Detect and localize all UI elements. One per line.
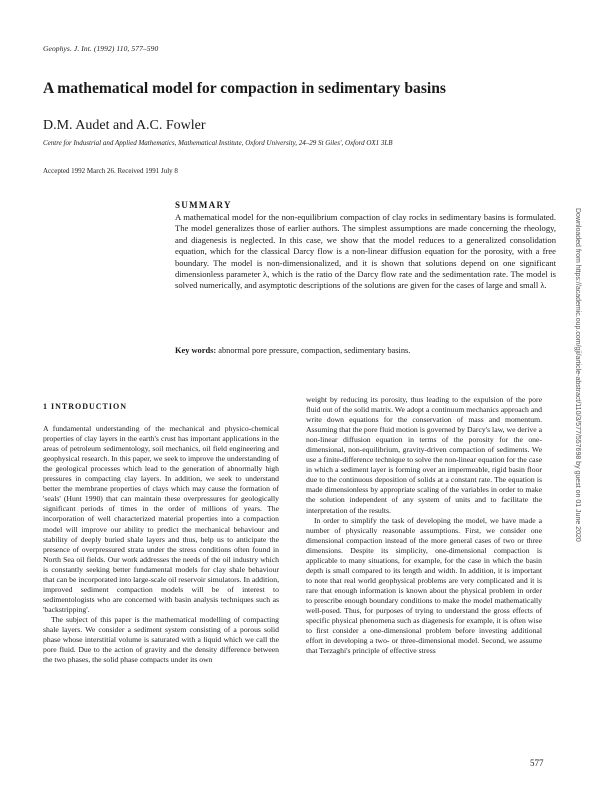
paper-title: A mathematical model for compaction in sedimentary basins [43, 80, 446, 97]
page-number: 577 [530, 758, 544, 768]
keywords [175, 345, 556, 356]
keywords-label: Key words: [175, 346, 217, 355]
intro-paragraph-1: A fundamental understanding of the mechanical and physico-chemical properties of clay layers in the earth's crust has important applications in the areas of petroleum sedimentology, soil mechanics, oil field engineering and geophysical research. In this paper, we seek to improve the understanding of the geological processes which lead to the generation of abnormally high pressures in compacting clay layers. In addition, we seek to understand better the membrane properties of clays which may cause the formation of 'seals' (Hunt 1990) that can maintain these overpressures for geologically significant periods of times in the order of millions of years. The incorporation of well characterized material properties into a compaction model will improve our ability to predict the mechanical behaviour and stability of deeply buried shale layers and thus, help us to anticipate the presence of overpressured strata under the stress conditions often found in North Sea oil fields. Our work addresses the needs of the oil industry which is constantly seeking better fundamental models for clay shale behaviour that can be incorporated into large-scale oil reservoir simulators. In addition, improved sediment compaction models will be of interest to sedimentologists who are concerned with basin analysis techniques such as 'backstripping'. [43, 424, 279, 614]
right-column [306, 395, 542, 656]
summary-heading: SUMMARY [175, 200, 232, 210]
authors: D.M. Audet and A.C. Fowler [43, 118, 206, 133]
intro-paragraph-3: In order to simplify the task of developing the model, we have made a number of physically reasonable assumptions. First, we consider one dimensional compaction instead of the more general cases of two or three dimensions. Despite its simplicity, one-dimensional compaction is applicable to many situations, for example, for the case in which the basin depth is small compared to its length and width. In addition, it is important to note that real world geophysical problems are very complicated and it is rare that enough information is known about the physical problem in order to prescribe enough boundary conditions to make the model mathematically well-posed. Thus, for purposes of trying to understand the gross effects of specific physical phenomena such as diagenesis for example, it is often wise to first consider a one-dimensional problem before investing additional effort in developing a two- or three-dimensional model. Second, we assume that Terzaghi's principle of effective stress [306, 515, 542, 656]
received-accepted-dates: Accepted 1992 March 26. Received 1991 July 8 [43, 167, 178, 175]
summary-abstract: A mathematical model for the non-equilibrium compaction of clay rocks in sedimentary basins is formulated. The model generalizes those of earlier authors. The simplest assumptions are made concerning the rheology, and diagenesis is neglected. In this case, we show that the model reduces to a generalized consolidation equation, which for the classical Darcy flow is a non-linear diffusion equation for the porosity, with a free boundary. The model is non-dimensionalized, and it is shown that solutions depend on one significant dimensionless parameter λ, which is the ratio of the Darcy flow rate and the sedimentation rate. The model is solved numerically, and asymptotic descriptions of the solutions are given for the cases of large and small λ. [175, 212, 556, 291]
affiliation: Centre for Industrial and Applied Mathematics, Mathematical Institute, Oxford University, 24–29 St Giles', Oxford OX1 3LB [43, 139, 393, 147]
section-heading-introduction: 1 INTRODUCTION [43, 402, 128, 411]
intro-paragraph-2: The subject of this paper is the mathematical modelling of compacting shale layers. We consider a sediment system consisting of a porous solid phase whose interstitial volume is saturated with a liquid which we call the pore fluid. Due to the action of gravity and the density difference between the two phases, the solid phase compacts under its own [43, 614, 279, 665]
left-column [43, 395, 279, 665]
download-watermark: Downloaded from https://academic.oup.com/gji/article-abstract/110/3/577/557698 by guest on 01 June 2020 [574, 208, 581, 542]
intro-paragraph-2-continued: weight by reducing its porosity, thus leading to the expulsion of the pore fluid out of the solid matrix. We adopt a continuum mechanics approach and write down equations for the conservation of mass and momentum. Assuming that the pore fluid motion is governed by Darcy's law, we derive a non-linear diffusion equation in terms of the porosity for the one-dimensional, non-equilibrium, gravity-driven compaction of sediments. We use a finite-difference technique to solve the non-linear equation for the case in which a sediment layer is forming over an impermeable, rigid basin floor due to the continuous deposition of solids at a constant rate. The equation is made dimensionless by appropriate scaling of the variables in order to make the solution independent of any system of units and to facilitate the interpretation of the results. [306, 395, 542, 515]
journal-citation: Geophys. J. Int. (1992) 110, 577–590 [43, 44, 159, 53]
keywords-list: abnormal pore pressure, compaction, sedimentary basins. [216, 346, 411, 355]
